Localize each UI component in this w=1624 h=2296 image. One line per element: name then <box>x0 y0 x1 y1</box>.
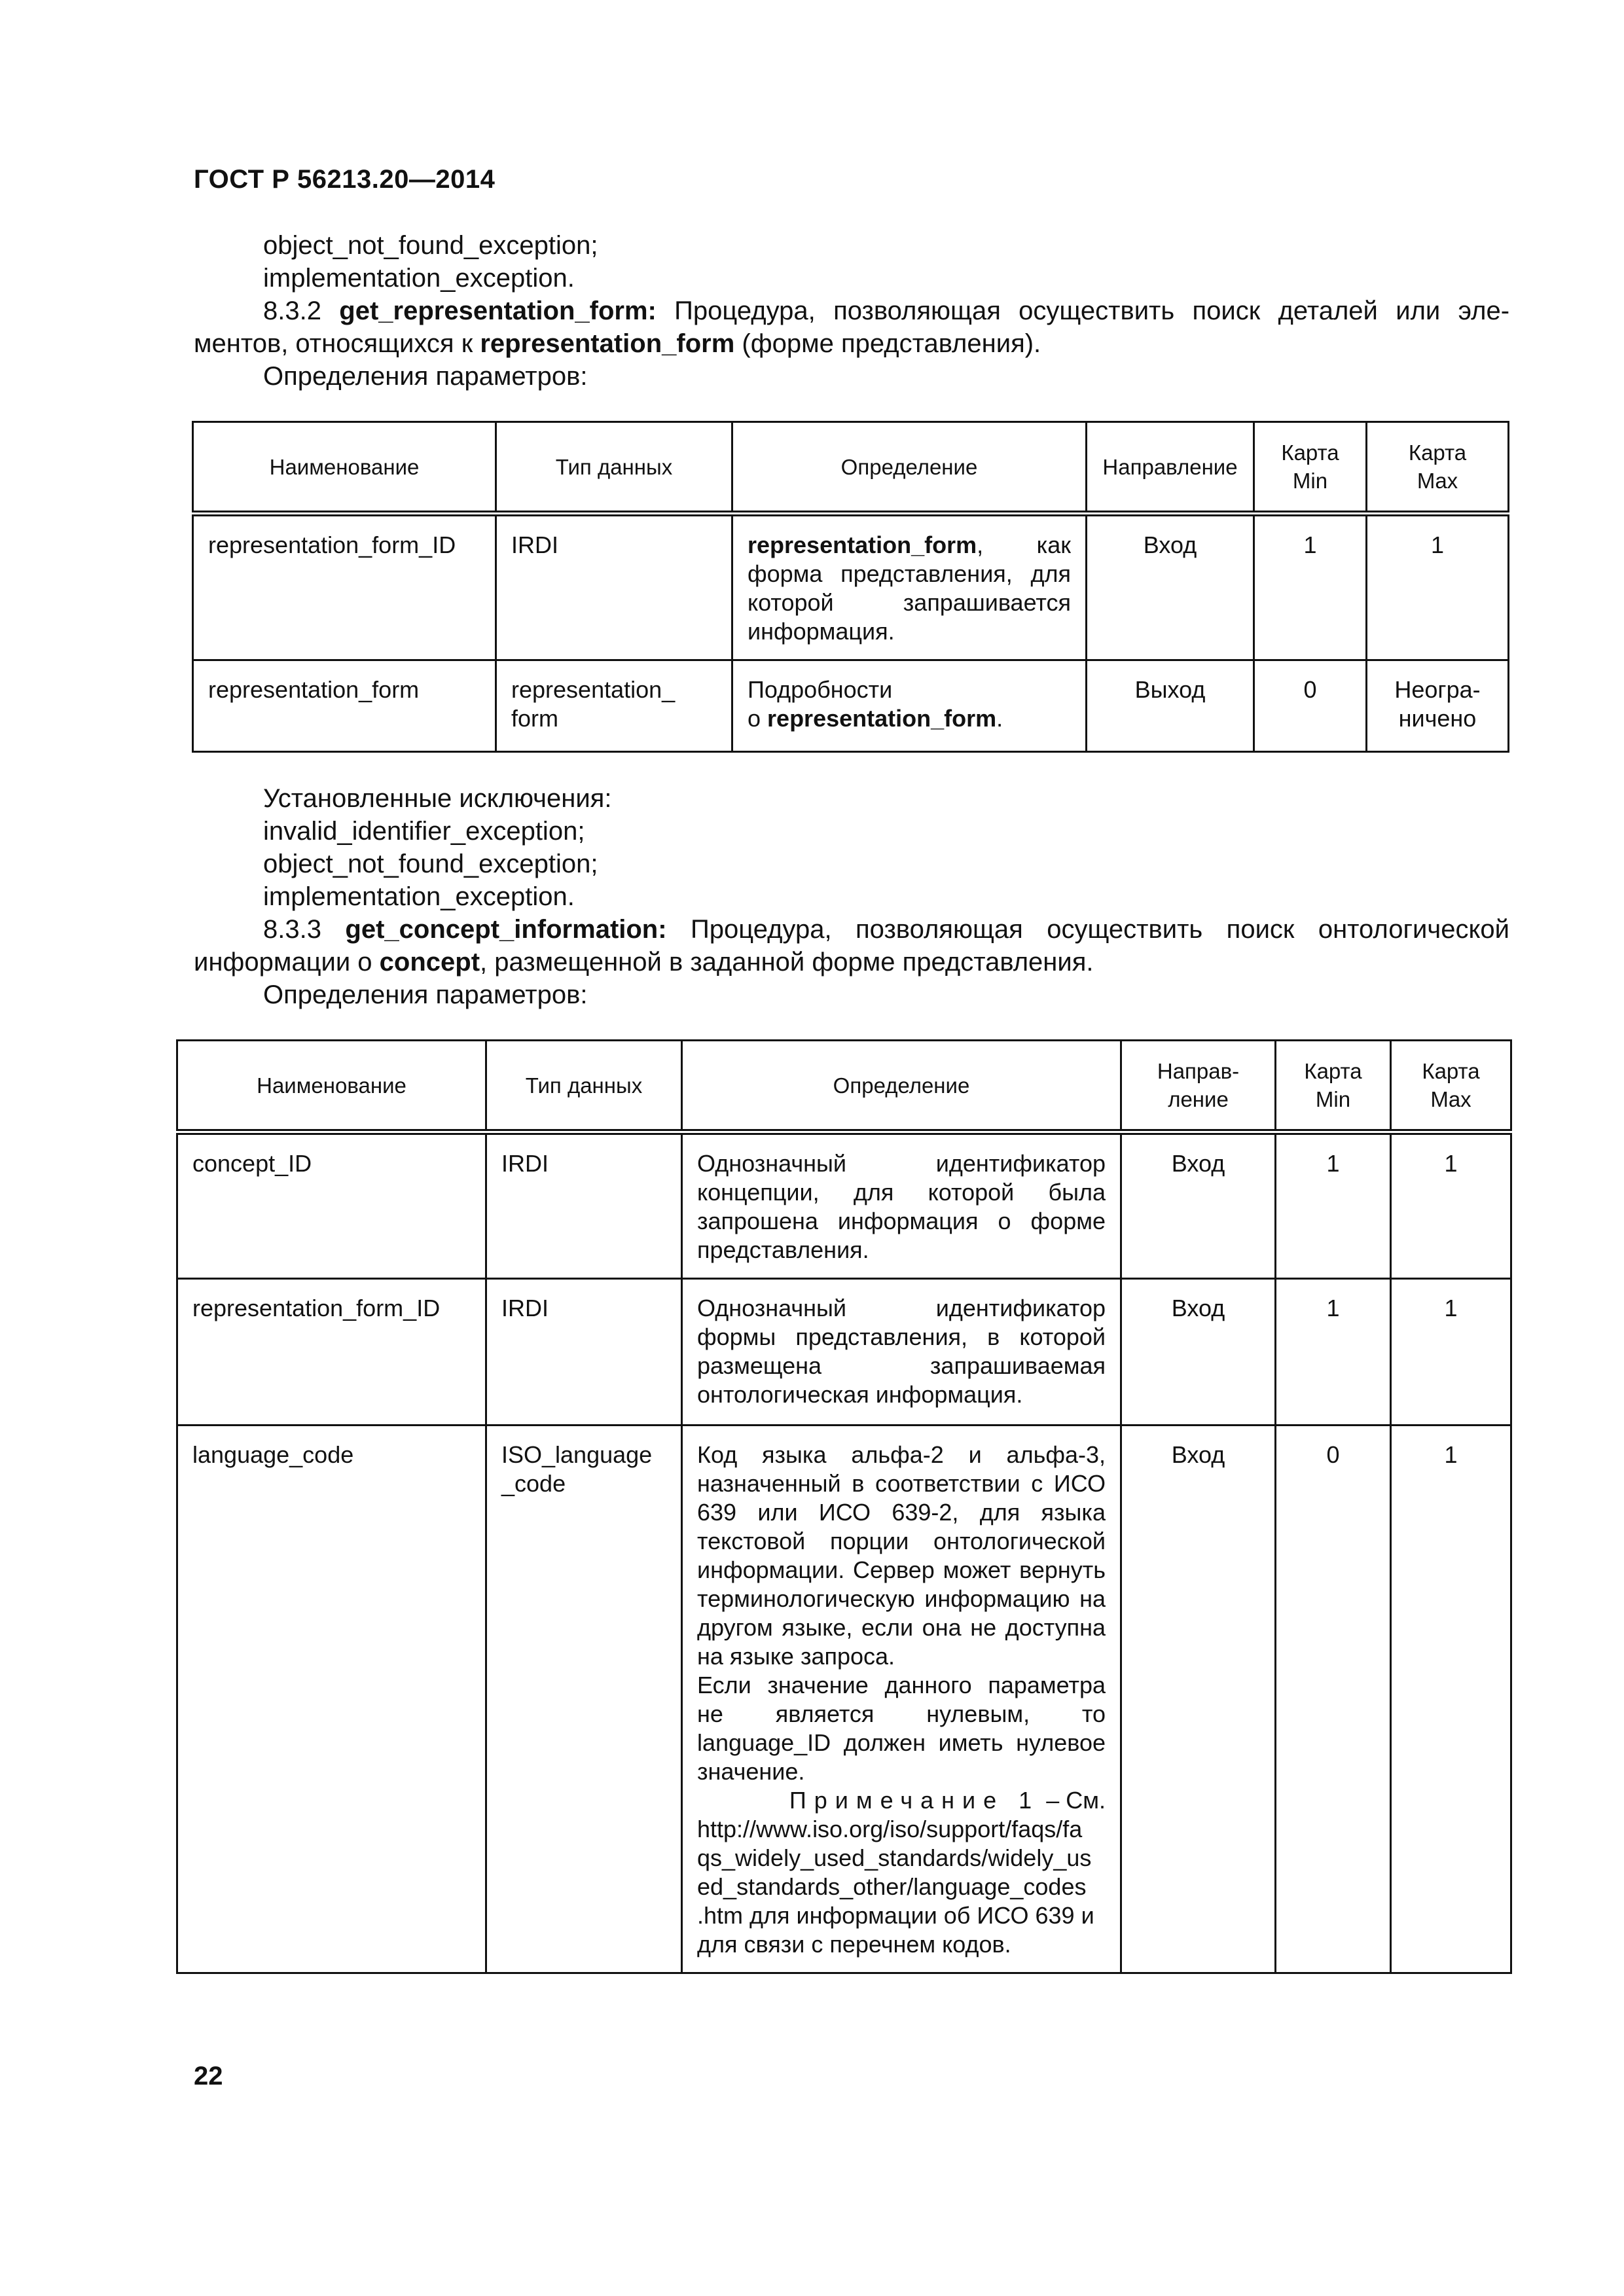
document-header: ГОСТ Р 56213.20—2014 <box>194 165 496 194</box>
definition-paragraph: Если значение данного параметра не является нулевым, то language_ID должен иметь нулевое значение. <box>697 1672 1106 1785</box>
col-header-definition: Определение <box>732 422 1087 514</box>
table-row <box>177 1132 1511 1279</box>
parameters-table-2 <box>176 1039 1512 1974</box>
col-header-type: Тип данных <box>486 1041 682 1132</box>
table-header-row <box>177 1041 1511 1132</box>
cell-definition <box>682 1426 1121 1973</box>
cell-name: language_code <box>177 1426 486 1973</box>
cell-direction: Вход <box>1121 1132 1276 1279</box>
page-number: 22 <box>194 2062 223 2090</box>
table-row <box>177 1279 1511 1426</box>
cell-min: 0 <box>1276 1426 1391 1973</box>
exception-line: implementation_exception. <box>263 264 575 293</box>
cell-min: 0 <box>1254 660 1367 752</box>
cell-min: 1 <box>1276 1132 1391 1279</box>
cell-type: representation_ form <box>496 660 732 752</box>
col-header-min: Карта Min <box>1254 422 1367 514</box>
exception-line: object_not_found_exception; <box>263 850 598 878</box>
definition-note-url: http://www.iso.org/iso/support/faqs/fa qs_widely_used_standards/widely_us ed_standards_other/language_codes .htm для информации об ИСО 639 и для связи с перечнем кодов. <box>697 1816 1094 1958</box>
table-row <box>193 514 1509 660</box>
table-row <box>193 660 1509 752</box>
cell-max: 1 <box>1391 1426 1511 1973</box>
cell-direction: Вход <box>1121 1426 1276 1973</box>
definition-paragraph: Код языка альфа-2 и альфа-3, назначенный в соответствии с ИСО 639 или ИСО 639-2, для языка текстовой порции онтологической информации. Сервер может вернуть терминологическую информацию на другом языке, если она не доступна на языке запроса. <box>697 1441 1106 1670</box>
cell-name: representation_form_ID <box>193 514 496 660</box>
col-header-name: Наименование <box>193 422 496 514</box>
cell-type: IRDI <box>486 1132 682 1279</box>
col-header-min: Карта Min <box>1276 1041 1391 1132</box>
intro-block <box>194 229 1509 393</box>
cell-max: 1 <box>1391 1132 1511 1279</box>
cell-min: 1 <box>1276 1279 1391 1426</box>
procedure-name: get_representation_form: <box>339 296 657 325</box>
section-8-3-3-line1: 8.3.3 get_concept_information: Процедура, позволяющая осуществить поиск онтологической <box>263 915 1510 944</box>
section-8-3-2-line1: 8.3.2 get_representation_form: Процедура, позволяющая осуществить поиск деталей или эле- <box>263 296 1510 325</box>
col-header-max: Карта Max <box>1391 1041 1511 1132</box>
cell-min: 1 <box>1254 514 1367 660</box>
params-heading: Определения параметров: <box>263 362 588 391</box>
cell-direction: Вход <box>1121 1279 1276 1426</box>
cell-type: ISO_language _code <box>486 1426 682 1973</box>
col-header-definition: Определение <box>682 1041 1121 1132</box>
section-8-3-3-line2: информации о concept, размещенной в заданной форме представления. <box>194 948 1094 977</box>
cell-definition: Однозначный идентификатор формы представления, в которой размещена запрашиваемая онтологическая информация. <box>682 1279 1121 1426</box>
parameters-table-1 <box>192 421 1509 753</box>
section-8-3-2-line2: ментов, относящихся к representation_form (форме представления). <box>194 329 1041 358</box>
col-header-direction: Направление <box>1087 422 1254 514</box>
table-row <box>177 1426 1511 1973</box>
exceptions-heading: Установленные исключения: <box>263 784 612 813</box>
procedure-name: get_concept_information: <box>345 915 667 944</box>
col-header-name: Наименование <box>177 1041 486 1132</box>
cell-name: representation_form <box>193 660 496 752</box>
cell-max: 1 <box>1367 514 1509 660</box>
cell-direction: Выход <box>1087 660 1254 752</box>
definition-note: Примечание 1 – См. <box>789 1787 1106 1814</box>
cell-definition: Однозначный идентификатор концепции, для которой была запрошена информация о форме представления. <box>682 1132 1121 1279</box>
cell-definition: Подробности о representation_form. <box>732 660 1087 752</box>
cell-type: IRDI <box>496 514 732 660</box>
cell-name: representation_form_ID <box>177 1279 486 1426</box>
exception-line: invalid_identifier_exception; <box>263 817 585 846</box>
col-header-type: Тип данных <box>496 422 732 514</box>
cell-direction: Вход <box>1087 514 1254 660</box>
exception-line: object_not_found_exception; <box>263 231 598 260</box>
exceptions-block <box>194 782 1509 1011</box>
cell-name: concept_ID <box>177 1132 486 1279</box>
col-header-direction: Направ- ление <box>1121 1041 1276 1132</box>
cell-max: Неогра- ничено <box>1367 660 1509 752</box>
exception-line: implementation_exception. <box>263 882 575 911</box>
cell-type: IRDI <box>486 1279 682 1426</box>
params-heading: Определения параметров: <box>263 980 588 1009</box>
cell-definition: representation_form, как форма представления, для которой запрашивается информация. <box>732 514 1087 660</box>
cell-max: 1 <box>1391 1279 1511 1426</box>
col-header-max: Карта Max <box>1367 422 1509 514</box>
table-header-row <box>193 422 1509 514</box>
